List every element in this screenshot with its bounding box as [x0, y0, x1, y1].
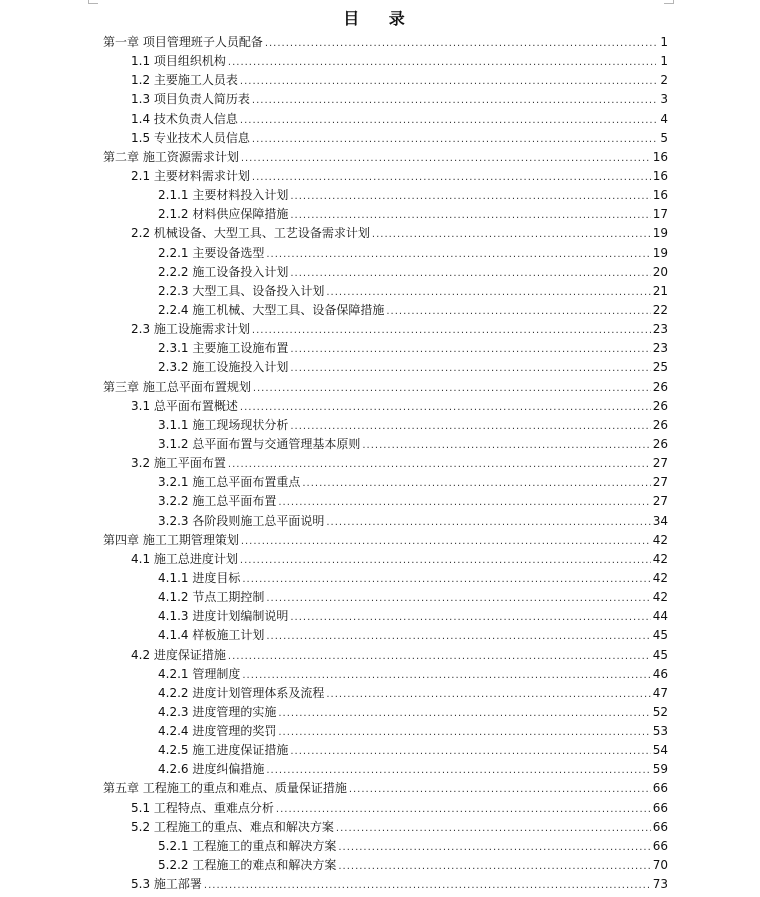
toc-entry[interactable] — [103, 339, 668, 358]
toc-dot-leader — [338, 857, 650, 876]
toc-dot-leader — [336, 819, 651, 838]
toc-dot-leader — [242, 570, 650, 589]
toc-entry-label: 5.3 施工部署 — [131, 877, 202, 892]
toc-entry-page-number: 16 — [652, 188, 668, 203]
toc-entry[interactable] — [103, 435, 668, 454]
toc-entry-label: 第一章 项目管理班子人员配备 — [103, 35, 263, 49]
toc-entry-label: 2.2.1 主要设备选型 — [158, 245, 265, 260]
toc-dot-leader — [278, 704, 650, 723]
toc-dot-leader — [242, 666, 650, 685]
toc-entry[interactable] — [103, 818, 668, 837]
toc-entry[interactable] — [103, 33, 668, 52]
toc-entry[interactable] — [103, 224, 668, 243]
toc-entry[interactable] — [103, 837, 668, 856]
toc-entry-page-number: 25 — [652, 360, 668, 375]
toc-entry-page-number: 59 — [652, 762, 668, 777]
toc-title: 目 录 — [343, 9, 417, 28]
toc-dot-leader — [302, 474, 650, 493]
toc-entry-label: 2.3.2 施工设施投入计划 — [158, 360, 289, 375]
toc-entry-page-number: 66 — [652, 819, 668, 834]
toc-entry-label: 4.1 施工总进度计划 — [131, 551, 238, 566]
toc-entry-label: 4.2.1 管理制度 — [158, 666, 241, 681]
toc-entry-page-number: 3 — [660, 92, 668, 107]
toc-entry[interactable] — [103, 71, 668, 90]
toc-entry-page-number: 16 — [652, 149, 668, 164]
toc-entry[interactable] — [103, 531, 668, 550]
toc-entry[interactable] — [103, 378, 668, 397]
toc-entry-label: 3.1.2 总平面布置与交通管理基本原则 — [158, 436, 361, 451]
toc-entry-label: 3.1.1 施工现场现状分析 — [158, 417, 289, 432]
toc-dot-leader — [240, 398, 651, 417]
toc-dot-leader — [326, 513, 650, 532]
toc-entry-label: 4.2 进度保证措施 — [131, 647, 226, 662]
toc-dot-leader — [326, 283, 650, 302]
toc-dot-leader — [252, 168, 651, 187]
toc-entry[interactable] — [103, 244, 668, 263]
toc-dot-leader — [266, 761, 650, 780]
toc-entry[interactable] — [103, 588, 668, 607]
toc-dot-leader — [290, 206, 650, 225]
toc-entry-page-number: 26 — [652, 379, 668, 394]
toc-entry-page-number: 26 — [652, 436, 668, 451]
toc-entry-label: 5.2.1 工程施工的重点和解决方案 — [158, 838, 337, 853]
toc-entry-page-number: 17 — [652, 207, 668, 222]
toc-dot-leader — [349, 780, 651, 799]
toc-dot-leader — [265, 34, 656, 53]
toc-entry-page-number: 53 — [652, 724, 668, 739]
toc-entry-label: 2.1.2 材料供应保障措施 — [158, 207, 289, 222]
toc-entry[interactable] — [103, 741, 668, 760]
toc-dot-leader — [290, 742, 650, 761]
toc-dot-leader — [252, 321, 651, 340]
toc-entry[interactable] — [103, 665, 668, 684]
toc-entry-label: 2.2.4 施工机械、大型工具、设备保障措施 — [158, 302, 385, 317]
toc-dot-leader — [372, 225, 651, 244]
toc-entry-page-number: 54 — [652, 743, 668, 758]
toc-entry-label: 第五章 工程施工的重点和难点、质量保证措施 — [103, 781, 347, 796]
toc-dot-leader — [386, 302, 650, 321]
toc-entry[interactable] — [103, 205, 668, 224]
toc-entry-label: 第四章 施工工期管理策划 — [103, 532, 239, 547]
toc-entry[interactable] — [103, 646, 668, 665]
toc-entry-page-number: 45 — [652, 647, 668, 662]
toc-entry-label: 2.3 施工设施需求计划 — [131, 322, 250, 337]
toc-entry-page-number: 26 — [652, 398, 668, 413]
toc-entry[interactable] — [103, 760, 668, 779]
toc-entry-page-number: 5 — [660, 130, 668, 145]
toc-entry[interactable] — [103, 90, 668, 109]
toc-entry-label: 1.1 项目组织机构 — [131, 54, 226, 69]
toc-entry-label: 1.5 专业技术人员信息 — [131, 130, 250, 145]
toc-entry-page-number: 27 — [652, 456, 668, 471]
toc-entry-label: 2.2.2 施工设备投入计划 — [158, 264, 289, 279]
toc-entry[interactable] — [103, 186, 668, 205]
toc-entry-page-number: 2 — [660, 73, 668, 88]
toc-entry-label: 4.2.2 进度计划管理体系及流程 — [158, 685, 325, 700]
toc-entry[interactable] — [103, 856, 668, 875]
toc-entry[interactable] — [103, 148, 668, 167]
toc-entry-page-number: 27 — [652, 475, 668, 490]
toc-entry[interactable] — [103, 722, 668, 741]
toc-entry-page-number: 1 — [660, 54, 668, 69]
toc-entry-page-number: 26 — [652, 417, 668, 432]
toc-dot-leader — [240, 551, 651, 570]
toc-entry-page-number: 42 — [652, 551, 668, 566]
toc-dot-leader — [278, 723, 650, 742]
toc-entry-page-number: 19 — [652, 226, 668, 241]
toc-entry[interactable] — [103, 320, 668, 339]
toc-dot-leader — [266, 627, 650, 646]
toc-entry-label: 3.2.3 各阶段则施工总平面说明 — [158, 513, 325, 528]
toc-entry-page-number: 23 — [652, 341, 668, 356]
table-of-contents — [103, 33, 668, 894]
toc-entry[interactable] — [103, 263, 668, 282]
toc-entry[interactable] — [103, 512, 668, 531]
toc-entry-page-number: 66 — [652, 800, 668, 815]
toc-entry[interactable] — [103, 282, 668, 301]
toc-entry[interactable] — [103, 492, 668, 511]
toc-entry-label: 2.3.1 主要施工设施布置 — [158, 341, 289, 356]
toc-entry-label: 3.1 总平面布置概述 — [131, 398, 238, 413]
toc-entry-page-number: 42 — [652, 570, 668, 585]
toc-entry[interactable] — [103, 110, 668, 129]
toc-entry-label: 3.2.1 施工总平面布置重点 — [158, 475, 301, 490]
toc-entry-label: 4.2.3 进度管理的实施 — [158, 704, 277, 719]
toc-entry-label: 1.3 项目负责人简历表 — [131, 92, 250, 107]
toc-entry[interactable] — [103, 397, 668, 416]
toc-entry[interactable] — [103, 454, 668, 473]
toc-entry[interactable] — [103, 301, 668, 320]
toc-entry-page-number: 4 — [660, 111, 668, 126]
toc-entry-page-number: 20 — [652, 264, 668, 279]
toc-dot-leader — [241, 149, 651, 168]
toc-entry-page-number: 22 — [652, 302, 668, 317]
toc-dot-leader — [290, 417, 650, 436]
toc-entry-page-number: 16 — [652, 168, 668, 183]
toc-entry[interactable] — [103, 684, 668, 703]
toc-entry-label: 2.2 机械设备、大型工具、工艺设备需求计划 — [131, 226, 370, 241]
toc-entry[interactable] — [103, 569, 668, 588]
toc-entry-page-number: 66 — [652, 781, 668, 796]
toc-entry-label: 2.2.3 大型工具、设备投入计划 — [158, 283, 325, 298]
toc-entry-label: 5.1 工程特点、重难点分析 — [131, 800, 274, 815]
toc-entry[interactable] — [103, 550, 668, 569]
toc-entry-page-number: 23 — [652, 322, 668, 337]
toc-entry-label: 4.2.4 进度管理的奖罚 — [158, 724, 277, 739]
toc-entry-page-number: 42 — [652, 590, 668, 605]
toc-entry-label: 4.2.6 进度纠偏措施 — [158, 762, 265, 777]
toc-entry-page-number: 44 — [652, 609, 668, 624]
toc-entry-label: 1.4 技术负责人信息 — [131, 111, 238, 126]
toc-entry[interactable] — [103, 875, 668, 894]
toc-dot-leader — [362, 436, 650, 455]
toc-entry-label: 4.1.4 样板施工计划 — [158, 628, 265, 643]
toc-dot-leader — [338, 838, 650, 857]
toc-entry-label: 5.2 工程施工的重点、难点和解决方案 — [131, 819, 334, 834]
toc-dot-leader — [252, 130, 656, 149]
toc-dot-leader — [278, 493, 650, 512]
toc-entry[interactable] — [103, 703, 668, 722]
toc-entry-label: 2.1.1 主要材料投入计划 — [158, 188, 289, 203]
toc-entry[interactable] — [103, 626, 668, 645]
toc-dot-leader — [276, 800, 651, 819]
toc-entry-label: 第二章 施工资源需求计划 — [103, 149, 239, 164]
toc-dot-leader — [253, 379, 651, 398]
toc-entry-page-number: 52 — [652, 704, 668, 719]
toc-dot-leader — [204, 876, 651, 895]
toc-entry-page-number: 42 — [652, 532, 668, 547]
toc-entry-page-number: 73 — [652, 877, 668, 892]
toc-entry[interactable] — [103, 358, 668, 377]
page-corner-mark-right — [663, 0, 674, 3]
toc-dot-leader — [290, 264, 650, 283]
toc-entry-label: 1.2 主要施工人员表 — [131, 73, 238, 88]
toc-entry-label: 2.1 主要材料需求计划 — [131, 168, 250, 183]
toc-entry-page-number: 47 — [652, 685, 668, 700]
toc-dot-leader — [241, 532, 651, 551]
toc-dot-leader — [290, 359, 650, 378]
toc-dot-leader — [266, 589, 650, 608]
toc-entry-label: 5.2.2 工程施工的难点和解决方案 — [158, 858, 337, 873]
toc-entry-label: 3.2.2 施工总平面布置 — [158, 494, 277, 509]
toc-entry-page-number: 19 — [652, 245, 668, 260]
toc-entry[interactable] — [103, 779, 668, 798]
toc-entry-page-number: 34 — [652, 513, 668, 528]
toc-dot-leader — [228, 53, 656, 72]
toc-dot-leader — [290, 608, 650, 627]
toc-dot-leader — [240, 72, 656, 91]
toc-entry-label: 3.2 施工平面布置 — [131, 456, 226, 471]
toc-entry-page-number: 45 — [652, 628, 668, 643]
toc-entry-label: 4.2.5 施工进度保证措施 — [158, 743, 289, 758]
toc-dot-leader — [290, 340, 650, 359]
toc-entry-label: 第三章 施工总平面布置规划 — [103, 379, 251, 394]
toc-dot-leader — [290, 187, 650, 206]
toc-dot-leader — [240, 111, 656, 130]
toc-dot-leader — [326, 685, 650, 704]
toc-entry-page-number: 27 — [652, 494, 668, 509]
toc-entry[interactable] — [103, 129, 668, 148]
toc-entry-page-number: 70 — [652, 858, 668, 873]
toc-entry[interactable] — [103, 473, 668, 492]
toc-entry-page-number: 66 — [652, 838, 668, 853]
toc-entry-label: 4.1.2 节点工期控制 — [158, 590, 265, 605]
toc-entry-page-number: 21 — [652, 283, 668, 298]
toc-entry[interactable] — [103, 607, 668, 626]
toc-dot-leader — [252, 91, 656, 110]
toc-entry[interactable] — [103, 416, 668, 435]
toc-entry-page-number: 1 — [660, 35, 668, 49]
toc-dot-leader — [228, 455, 651, 474]
page-corner-mark-left — [88, 0, 99, 3]
toc-entry-page-number: 46 — [652, 666, 668, 681]
toc-dot-leader — [266, 245, 650, 264]
toc-entry-label: 4.1.3 进度计划编制说明 — [158, 609, 289, 624]
toc-entry[interactable] — [103, 799, 668, 818]
toc-entry[interactable] — [103, 52, 668, 71]
toc-dot-leader — [228, 647, 651, 666]
toc-entry[interactable] — [103, 167, 668, 186]
toc-entry-label: 4.1.1 进度目标 — [158, 570, 241, 585]
